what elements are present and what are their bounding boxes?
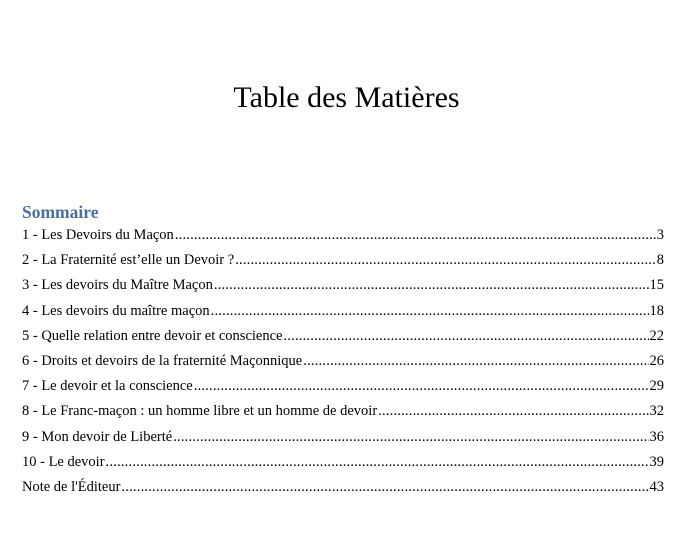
dot-leader <box>235 249 656 271</box>
toc-entry[interactable] <box>22 375 664 400</box>
toc-entry-title: 5 - Quelle relation entre devoir et conscience <box>22 327 283 344</box>
toc-entry-title: 1 - Les Devoirs du Maçon <box>22 227 174 243</box>
toc-entry[interactable] <box>22 274 664 299</box>
toc-entry-page-number: 26 <box>649 352 664 369</box>
toc-entry-title: 7 - Le devoir et la conscience <box>22 378 193 395</box>
toc-entry-page-number: 15 <box>649 277 664 294</box>
toc-entry[interactable] <box>22 400 664 425</box>
toc-entry-page-number: 32 <box>649 403 664 420</box>
toc-entry[interactable] <box>22 249 664 274</box>
toc-entry-title: 3 - Les devoirs du Maître Maçon <box>22 277 213 294</box>
toc-entry[interactable] <box>22 426 664 451</box>
page-title: Table des Matières <box>233 81 460 115</box>
toc-entry[interactable] <box>22 224 664 249</box>
dot-leader <box>211 300 649 322</box>
toc-entry-page-number: 22 <box>649 327 664 344</box>
toc-entry-page-number: 3 <box>656 227 664 243</box>
dot-leader <box>194 375 649 397</box>
toc-entry[interactable] <box>22 476 664 501</box>
toc-entry[interactable] <box>22 300 664 325</box>
toc-heading: Sommaire <box>22 202 99 222</box>
dot-leader <box>175 224 656 246</box>
toc-entry-page-number: 8 <box>656 252 664 269</box>
dot-leader <box>378 400 648 422</box>
toc-entry-title: 2 - La Fraternité est’elle un Devoir ? <box>22 252 235 269</box>
toc-entry-page-number: 29 <box>649 378 664 395</box>
toc-entry[interactable] <box>22 325 664 350</box>
toc-entry-title: 6 - Droits et devoirs de la fraternité Maçonnique <box>22 352 303 369</box>
dot-leader <box>303 350 648 372</box>
toc-entry-title: 9 - Mon devoir de Liberté <box>22 428 173 445</box>
toc-entry-page-number: 36 <box>649 428 664 445</box>
table-of-contents <box>22 224 664 501</box>
toc-entry-title: 8 - Le Franc-maçon : un homme libre et un homme de devoir <box>22 403 378 420</box>
toc-entry[interactable] <box>22 350 664 375</box>
toc-entry-page-number: 18 <box>649 302 664 319</box>
toc-entry-title: 10 - Le devoir <box>22 453 105 470</box>
dot-leader <box>214 274 649 296</box>
dot-leader <box>283 325 648 347</box>
toc-entry-page-number: 43 <box>649 478 664 495</box>
toc-entry-title: 4 - Les devoirs du maître maçon <box>22 302 210 319</box>
dot-leader <box>106 451 649 473</box>
toc-entry-page-number: 39 <box>649 453 664 470</box>
dot-leader <box>121 476 648 498</box>
toc-entry-title: Note de l'Éditeur <box>22 478 121 495</box>
toc-entry[interactable] <box>22 451 664 476</box>
dot-leader <box>173 426 648 448</box>
